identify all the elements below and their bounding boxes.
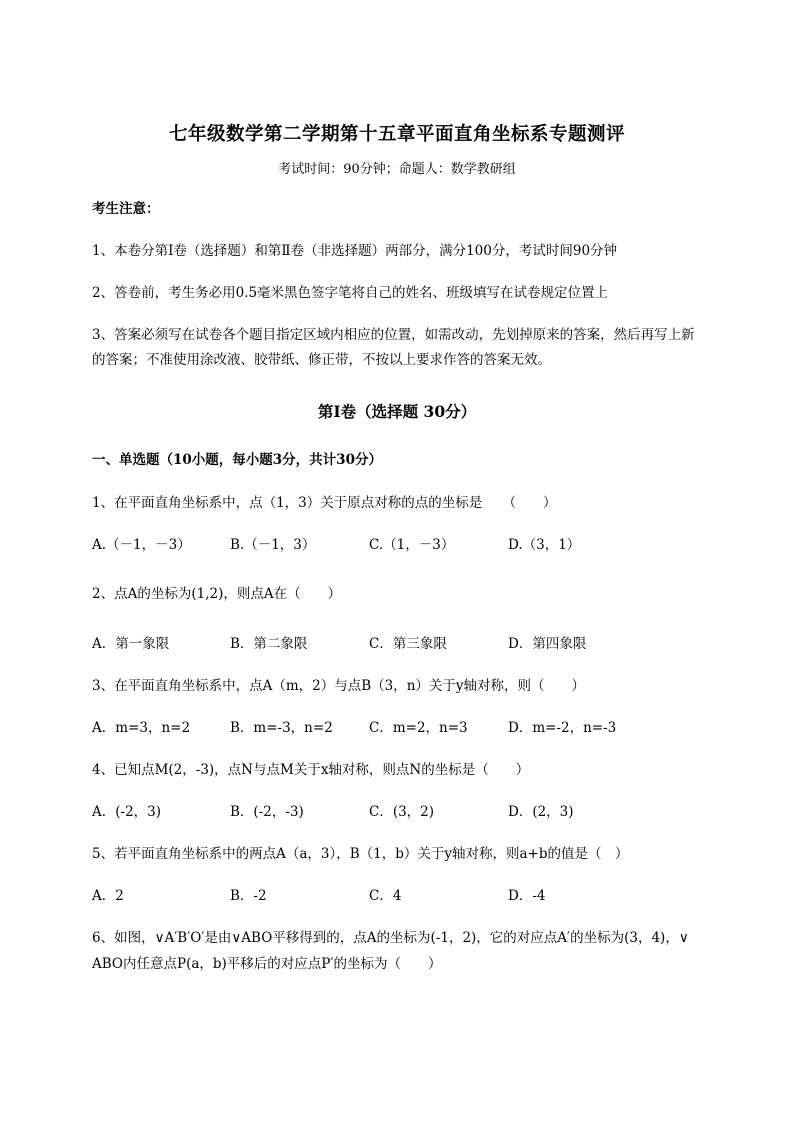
question-1-stem: 1、在平面直角坐标系中，点（1，3）关于原点对称的点的坐标是 （ ） — [92, 495, 557, 511]
option-a: A．2 — [92, 888, 124, 904]
option-d: D.（3，1） — [508, 537, 581, 553]
option-b: B．(-2，-3) — [230, 804, 304, 820]
exam-subtitle: 考试时间：90分钟；命题人：数学教研组 — [278, 162, 516, 177]
option-d: D．m=-2，n=-3 — [508, 720, 617, 736]
notice-item-3: 3、答案必须写在试卷各个题目指定区域内相应的位置，如需改动，先划掉原来的答案，然后再写上新 — [92, 327, 695, 343]
option-b: B．-2 — [230, 888, 267, 904]
question-5-stem: 5、若平面直角坐标系中的两点A（a，3），B（1，b）关于y轴对称，则a+b的值是（ ） — [92, 846, 629, 862]
option-c: C．m=2，n=3 — [369, 720, 468, 736]
option-d: D．第四象限 — [508, 636, 587, 652]
notice-item-1: 1、本卷分第I卷（选择题）和第Ⅱ卷（非选择题）两部分，满分100分，考试时间90分钟 — [92, 243, 618, 259]
question-6-stem-line-2: ABO内任意点P(a，b)平移后的对应点P′的坐标为（ ） — [92, 956, 442, 972]
option-c: C．第三象限 — [369, 636, 447, 652]
option-a: A．第一象限 — [92, 636, 170, 652]
option-b: B．第二象限 — [230, 636, 308, 652]
question-6-stem-line-1: 6、如图，∨A′B′O′是由∨ABO平移得到的，点A的坐标为(-1，2)，它的对应点A′的坐标为(3，4)，∨ — [92, 930, 689, 946]
option-c: C．4 — [369, 888, 402, 904]
section-heading: 一、单选题（10小题，每小题3分，共计30分） — [92, 452, 382, 468]
option-a: A．m=3，n=2 — [92, 720, 191, 736]
option-d: D．-4 — [508, 888, 546, 904]
part1-title: 第I卷（选择题 30分） — [317, 402, 477, 421]
option-d: D．(2，3) — [508, 804, 574, 820]
question-3-stem: 3、在平面直角坐标系中，点A（m，2）与点B（3，n）关于y轴对称，则（ ） — [92, 678, 586, 694]
option-b: B.（－1，3） — [230, 537, 316, 553]
question-2-stem: 2、点A的坐标为(1,2)，则点A在（ ） — [92, 586, 342, 602]
option-c: C.（1，－3） — [369, 537, 455, 553]
question-4-stem: 4、已知点M(2，-3)，点N与点M关于x轴对称，则点N的坐标是（ ） — [92, 762, 530, 778]
option-b: B．m=-3，n=2 — [230, 720, 333, 736]
option-c: C．(3，2) — [369, 804, 435, 820]
notice-heading: 考生注意： — [92, 201, 160, 217]
notice-item-2: 2、答卷前，考生务必用0.5毫米黑色签字笔将自己的姓名、班级填写在试卷规定位置上 — [92, 285, 609, 301]
option-a: A.（－1，－3） — [92, 537, 191, 553]
option-a: A．(-2，3) — [92, 804, 162, 820]
notice-item-3-cont: 的答案；不准使用涂改液、胶带纸、修正带，不按以上要求作答的答案无效。 — [92, 352, 551, 368]
exam-title: 七年级数学第二学期第十五章平面直角坐标系专题测评 — [168, 124, 625, 145]
